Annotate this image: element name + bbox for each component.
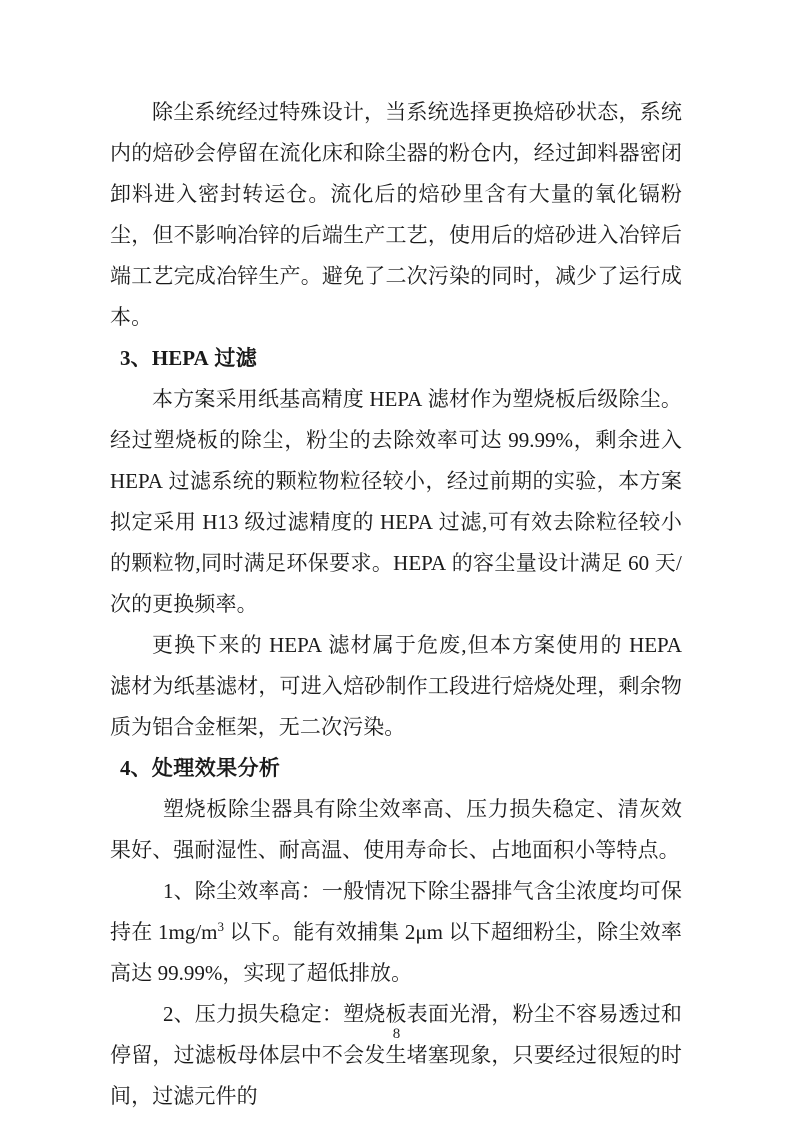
paragraph-dust-system: 除尘系统经过特殊设计，当系统选择更换焙砂状态，系统内的焙砂会停留在流化床和除尘器的粉仓内，经过卸料器密闭卸料进入密封转运仓。流化后的焙砂里含有大量的氧化镉粉尘，但不影响冶锌的后端生产工艺，使用后的焙砂进入冶锌后端工艺完成冶锌生产。避免了二次污染的同时，减少了运行成本。	[110, 100, 682, 329]
paragraph-hepa-spec: 本方案采用纸基高精度 HEPA 滤材作为塑烧板后级除尘。经过塑烧板的除尘，粉尘的去除效率可达 99.99%，剩余进入 HEPA 过滤系统的颗粒物粒径较小，经过前期的实验，本方案拟定采用 H13 级过滤精度的 HEPA 过滤,可有效去除粒径较小的颗粒物,同时满足环保要求。HEPA 的容尘量设计满足 60 天/次的更换频率。	[110, 387, 683, 616]
heading-hepa-filtration: 3、HEPA 过滤	[120, 346, 258, 370]
paragraph-item-2-pressure: 2、压力损失稳定：塑烧板表面光滑，粉尘不容易透过和停留，过滤板母体层中不会发生堵塞现象，只要经过很短的时间，过滤元件的	[110, 1002, 682, 1108]
page-number: 8	[392, 1026, 401, 1042]
paragraph-hepa-disposal: 更换下来的 HEPA 滤材属于危废,但本方案使用的 HEPA 滤材为纸基滤材，可进入焙砂制作工段进行焙烧处理，剩余物质为铝合金框架，无二次污染。	[110, 633, 682, 739]
paragraph-features-summary: 塑烧板除尘器具有除尘效率高、压力损失稳定、清灰效果好、强耐湿性、耐高温、使用寿命长、占地面积小等特点。	[110, 797, 682, 862]
heading-effect-analysis: 4、处理效果分析	[120, 756, 281, 780]
paragraph-item-1-efficiency: 1、除尘效率高：一般情况下除尘器排气含尘浓度均可保持在 $1mg/m^3$ 以下。能有效捕集 2μm 以下超细粉尘，除尘效率高达 99.99%，实现了超低排放。	[110, 879, 683, 985]
page-body	[110, 92, 682, 1117]
